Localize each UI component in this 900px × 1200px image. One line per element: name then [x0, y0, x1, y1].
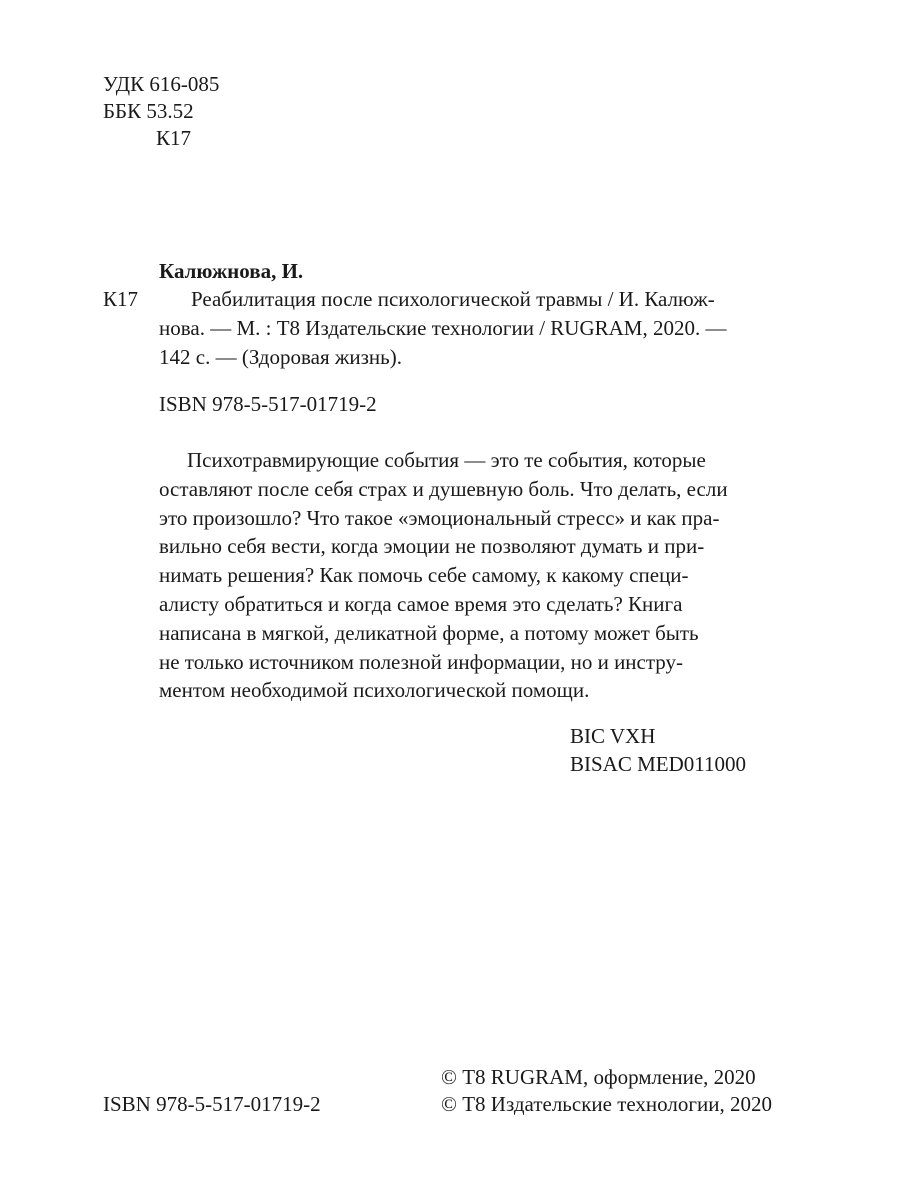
- annotation-line: нимать решения? Как помочь себе самому, к какому специ-: [159, 563, 689, 588]
- annotation: [159, 446, 759, 705]
- footer-isbn: ISBN 978-5-517-01719-2: [103, 1092, 321, 1116]
- description-line: Реабилитация после психологической травмы / И. Калюж-: [191, 287, 715, 311]
- annotation-line: ментом необходимой психологической помощи.: [159, 678, 590, 703]
- udk-code: УДК 616-085: [103, 72, 220, 96]
- annotation-line: алисту обратиться и когда самое время это сделать? Книга: [159, 591, 683, 616]
- annotation-line: Психотравмирующие события — это те события, которые: [187, 448, 706, 472]
- bisac-code: BISAC MED011000: [570, 752, 746, 776]
- annotation-line: это произошло? Что такое «эмоциональный стресс» и как пра-: [159, 505, 720, 530]
- author-mark: К17: [156, 126, 192, 150]
- record-isbn: ISBN 978-5-517-01719-2: [159, 392, 377, 416]
- annotation-line: не только источником полезной информации, но и инстру-: [159, 649, 684, 674]
- bic-code: BIC VXH: [570, 724, 656, 748]
- author-name: Калюжнова, И.: [159, 259, 304, 283]
- bibliographic-description: [159, 285, 759, 371]
- annotation-line: написана в мягкой, деликатной форме, а потому может быть: [159, 620, 699, 645]
- annotation-line: вильно себя вести, когда эмоции не позволяют думать и при-: [159, 534, 705, 559]
- description-line: нова. — М. : Т8 Издательские технологии / RUGRAM, 2020. —: [159, 315, 727, 340]
- copyright-design: © Т8 RUGRAM, оформление, 2020: [441, 1065, 756, 1089]
- copyright-publisher: © Т8 Издательские технологии, 2020: [441, 1092, 772, 1116]
- bbk-code: ББК 53.52: [103, 99, 194, 123]
- record-mark: К17: [103, 287, 139, 311]
- annotation-line: оставляют после себя страх и душевную боль. Что делать, если: [159, 476, 728, 501]
- description-line: 142 с. — (Здоровая жизнь).: [159, 344, 402, 369]
